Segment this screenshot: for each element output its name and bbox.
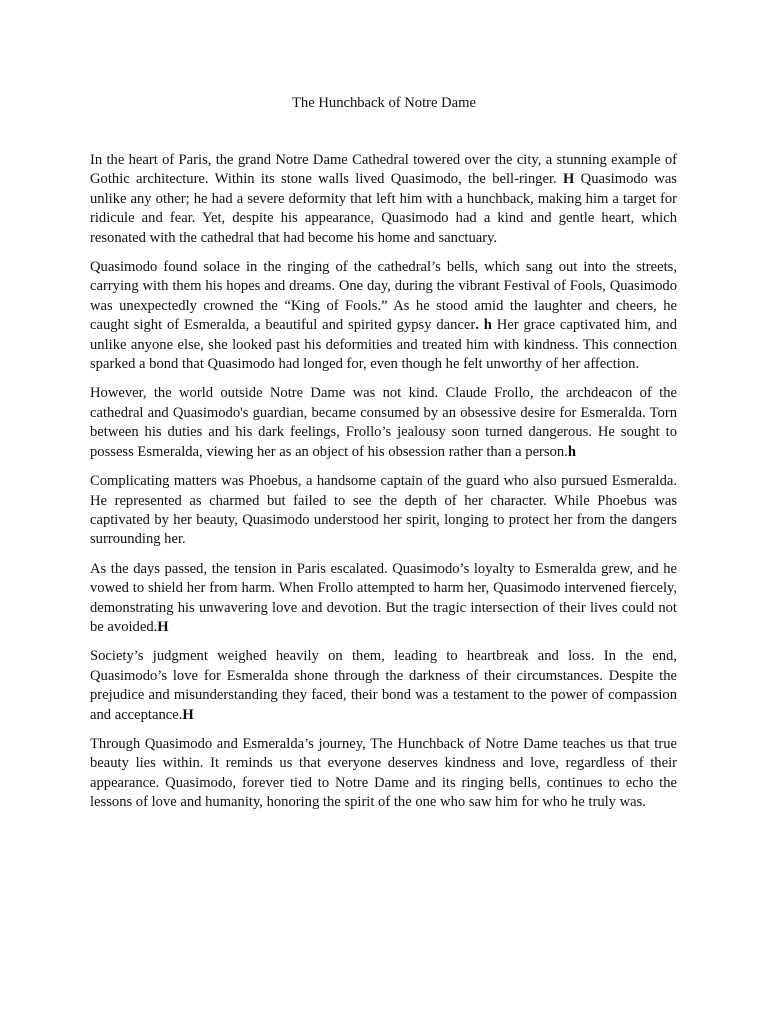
paragraph-5 bbox=[90, 560, 677, 638]
paragraph-6 bbox=[90, 647, 677, 725]
bold-marker: h bbox=[567, 443, 576, 460]
bold-marker: H bbox=[157, 618, 169, 635]
paragraph-text: Society’s judgment weighed heavily on them, leading to heartbreak and loss. In the end, Quasimodo’s love for Esmeralda shone through the darkness of their circumstances. Despite the prejudice and misunderstanding they faced, their bond was a testament to the power of compassion and acceptance. bbox=[90, 648, 677, 723]
paragraph-text: As the days passed, the tension in Paris escalated. Quasimodo’s loyalty to Esmeralda grew, and he vowed to shield her from harm. When Frollo attempted to harm her, Quasimodo intervened fiercely, demonstrating his unwavering love and devotion. But the tragic intersection of their lives could not be avoided. bbox=[90, 560, 677, 635]
paragraph-1 bbox=[90, 151, 677, 248]
bold-marker: . h bbox=[475, 317, 492, 334]
document-title: The Hunchback of Notre Dame bbox=[292, 95, 476, 111]
paragraph-text: Complicating matters was Phoebus, a handsome captain of the guard who also pursued Esmeralda. He represented as charmed but failed to see the depth of her character. While Phoebus was captivated by her beauty, Quasimodo understood her spirit, longing to protect her from the dangers surrounding her. bbox=[90, 473, 677, 548]
paragraph-text: However, the world outside Notre Dame was not kind. Claude Frollo, the archdeacon of the cathedral and Quasimodo's guardian, became consumed by an obsessive desire for Esmeralda. Torn between his duties and his dark feelings, Frollo’s jealousy soon turned dangerous. He sought to possess Esmeralda, viewing her as an object of his obsession rather than a person. bbox=[90, 385, 677, 460]
paragraph-3 bbox=[90, 384, 677, 462]
paragraph-7 bbox=[90, 735, 677, 813]
paragraph-text: Her grace captivated him, and unlike anyone else, she looked past his deformities and treated him with kindness. This connection sparked a bond that Quasimodo had longed for, even though he felt unworthy of her affection. bbox=[90, 317, 677, 373]
paragraph-text: Through Quasimodo and Esmeralda’s journey, The Hunchback of Notre Dame teaches us that true beauty lies within. It reminds us that everyone deserves kindness and love, regardless of their appearance. Quasimodo, forever tied to Notre Dame and its ringing bells, continues to echo the lessons of love and humanity, honoring the spirit of the one who saw him for who he truly was. bbox=[90, 735, 677, 811]
paragraph-4 bbox=[90, 472, 677, 550]
bold-marker: H bbox=[562, 171, 575, 188]
document-body bbox=[90, 151, 677, 823]
paragraph-text: Quasimodo was unlike any other; he had a severe deformity that left him with a hunchback, making him a target for ridicule and fear. Yet, despite his appearance, Quasimodo had a kind and gentle heart, which resonated with the cathedral that had become his home and sanctuary. bbox=[90, 171, 677, 246]
paragraph-text: Quasimodo found solace in the ringing of the cathedral’s bells, which sang out into the streets, carrying with them his hopes and dreams. One day, during the vibrant Festival of Fools, Quasimodo was unexpectedly crowned the “King of Fools.” As he stood amid the laughter and cheers, he caught sight of Esmeralda, a beautiful and spirited gypsy dancer bbox=[90, 259, 677, 334]
bold-marker: H bbox=[182, 706, 194, 723]
paragraph-text: In the heart of Paris, the grand Notre Dame Cathedral towered over the city, a stunning example of Gothic architecture. Within its stone walls lived Quasimodo, the bell-ringer. bbox=[90, 152, 677, 188]
paragraph-2 bbox=[90, 258, 677, 374]
